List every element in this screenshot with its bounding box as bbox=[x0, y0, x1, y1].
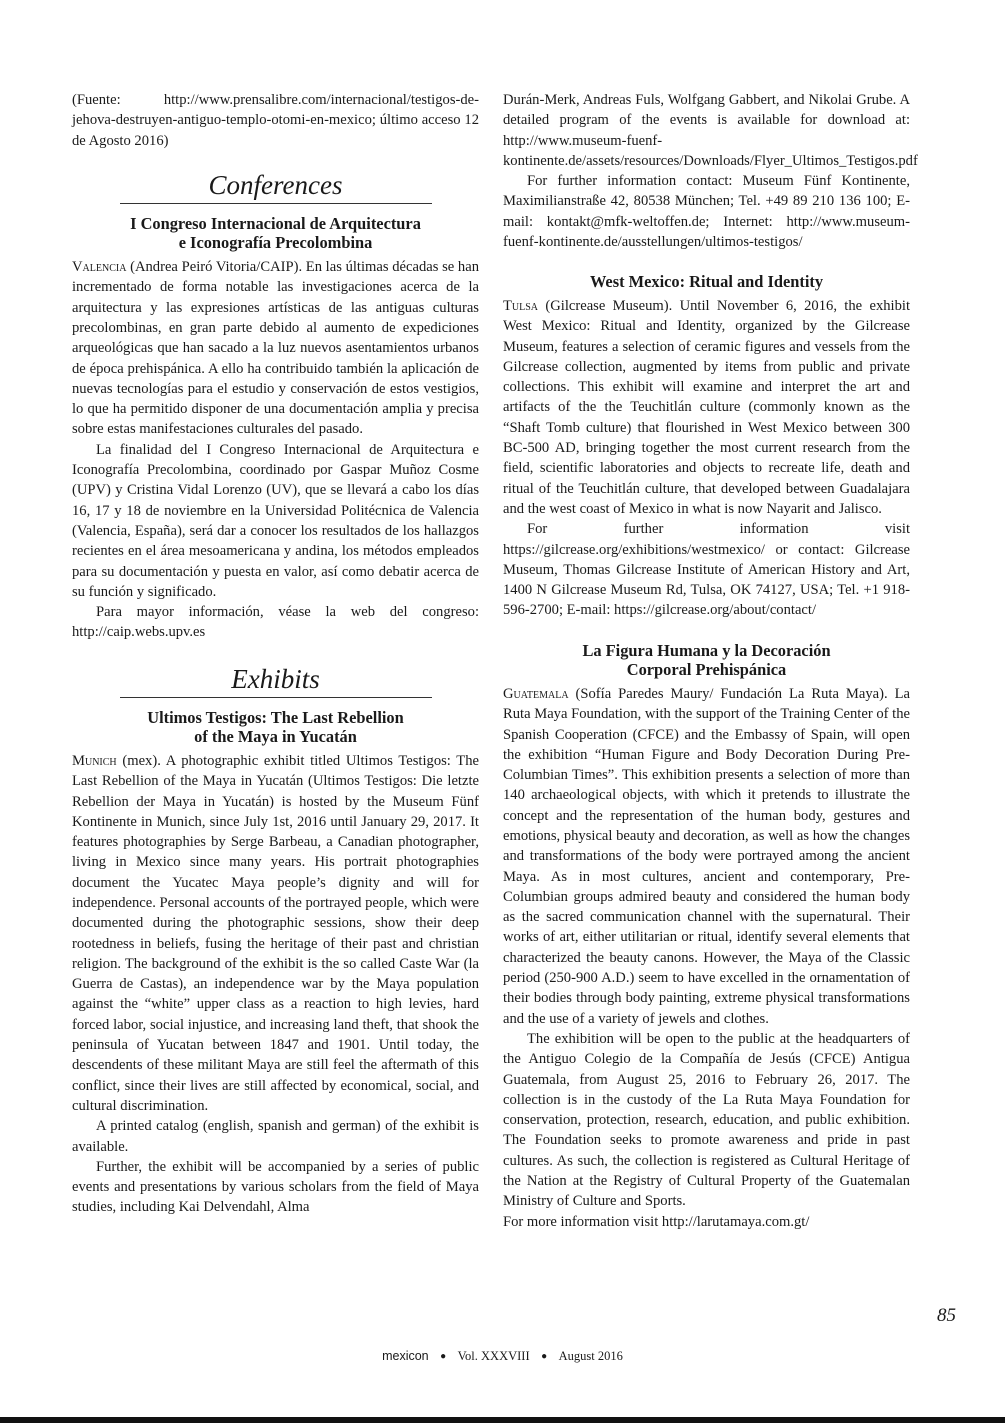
spacer bbox=[503, 252, 910, 272]
article-place: Valencia bbox=[72, 259, 127, 276]
article-title-line: e Iconografía Precolombina bbox=[178, 233, 373, 253]
article-paragraph: For more information visit http://larutamaya.com.gt/ bbox=[503, 1213, 810, 1230]
article-title-line: La Figura Humana y la Decoración bbox=[582, 640, 831, 660]
article-paragraph: The exhibition will be open to the public at the headquarters of the Antiguo Colegio de la Compañía de Jesús (CFCE) Antigua Guatemala, from August 25, 2016 to February 26, 2017. The collection is in the custody of the La Ruta Maya Foundation for conservation, protection, research, education, and public exhibition. The Foundation seeks to promote awareness and pride in past cultures. As such, the collection is registered as Cultural Heritage of the Nation at the Registry of Cultural Property of the Guatemalan Ministry of Culture and Sports. bbox=[503, 1030, 910, 1210]
article-title bbox=[72, 708, 479, 747]
article-title-line: Corporal Prehispánica bbox=[626, 660, 787, 680]
article-paragraph: La finalidad del I Congreso Internacional de Arquitectura e Iconografía Precolombina, coordinado por Gaspar Muñoz Cosme (UPV) y Cristina Vidal Lorenzo (UV), que se llevará a cabo los días 16, 17 y 18 de noviembre en la Universidad Politécnica de Valencia (Valencia, España), será dar a conocer los resultados de los hallazgos recientes en el área mesoamericana y andina, los métodos empleados para su documentación y puesta en valor, así como debatir acerca de su función y significado. bbox=[72, 441, 479, 600]
article-title-line: I Congreso Internacional de Arquitectura bbox=[130, 213, 421, 233]
article-place: Munich bbox=[72, 752, 117, 769]
conferences-heading: Conferences bbox=[208, 169, 343, 200]
ultimos-testigos-article bbox=[72, 708, 479, 1218]
section-divider bbox=[120, 697, 432, 698]
article-title-line: of the Maya in Yucatán bbox=[194, 727, 357, 747]
article-paragraph bbox=[503, 684, 910, 1029]
article-paragraph: Para mayor información, véase la web del congreso: http://caip.webs.upv.es bbox=[72, 604, 479, 641]
right-column bbox=[503, 90, 918, 1232]
article-paragraph bbox=[72, 257, 479, 440]
article-title bbox=[72, 214, 479, 253]
figura-humana-article bbox=[503, 641, 910, 1232]
article-text: (Sofía Paredes Maury/ Fundación La Ruta Maya). La Ruta Maya Foundation, with the support of the Training Center of the Spanish Cooperation (CFCE) and the Embassy of Spain, will open the exhibition “Human Figure and Body Decoration During Pre-Columbian Times”. This exhibition presents a selection of more than 140 archaeological objects, with which it pretends to illustrate the concept and the representation of the human body, gestures and emotions, physical beauty and decoration, as well as how the changes and transformations of the body were portrayed among the ancient Maya. As in most cultures, ancient and contemporary, Pre-Columbian groups admired beauty and considered the human body as the sacred communication channel with the supernatural. Their works of art, either utilitarian or ritual, identify several elements that characterized the beauty canons. However, the Maya of the Classic period (250-900 A.D.) seem to have excelled in the ornamentation of their bodies through body painting, extreme physical transformations and the use of a variety of jewels and clothes. bbox=[503, 685, 910, 1027]
footer-publication: mexicon bbox=[382, 1349, 429, 1363]
left-column bbox=[72, 90, 479, 1218]
scan-edge-bar bbox=[0, 1417, 1005, 1423]
page-number: 85 bbox=[937, 1305, 956, 1326]
article-text: (mex). A photographic exhibit titled Ultimos Testigos: The Last Rebellion of the Maya in Yucatán (Ultimos Testigos: Die letzte Rebellion der Maya in Yucatán) is hosted by the Museum Fünf Kontinente in Munich, since July 1st, 2016 until January 29, 2017. It features photographies by Serge Barbeau, a Canadian photographer, living in Mexico since many years. His portrait photographies document the Yucatec Maya people’s dignity and will for independence. Personal accounts of the portrayed people, which were documented during the photographic sessions, show their deep rootedness in beliefs, fusing the heritage of their past and christian religion. The background of the exhibit is the so called Caste War (la Guerra de Castas), an independence war by the Maya population against the “white” upper class as a reaction to high levies, hard forced labor, social injustice, and increasing land theft, that shook the peninsula of Yucatan between 1847 and 1901. Until today, the descendents of these militant Maya are still feel the aftermath of this conflict, since their lives are still affected by economical, social, and cultural discrimination. bbox=[72, 752, 479, 1114]
bullet-icon: ● bbox=[541, 1351, 548, 1363]
west-mexico-article bbox=[503, 272, 910, 620]
article-title: West Mexico: Ritual and Identity bbox=[589, 272, 824, 292]
article-text: (Gilcrease Museum). Until November 6, 2016, the exhibit West Mexico: Ritual and Identity, organized by the Gilcrease Museum, features a selection of ceramic figures and vessels from the Gilcrease collection, augmented by items from public and private collections. This exhibit will examine and interpret the art and artifacts of the the Teuchitlán culture (commonly known as the “Shaft Tomb culture) that flourished in West Mexico between 300 BC-500 AD, bringing together the most current research from the field, scientific laboratories and objects to recreate life, death and ritual of the Teuchitlán culture, that developed between Guadalajara and the west coast of Mexico in what is now Nayarit and Jalisco. bbox=[503, 297, 910, 517]
section-divider bbox=[120, 203, 432, 204]
page-footer bbox=[0, 1349, 1005, 1364]
bullet-icon: ● bbox=[440, 1351, 447, 1363]
article-place: Tulsa bbox=[503, 297, 539, 314]
article-paragraph: A printed catalog (english, spanish and german) of the exhibit is available. bbox=[72, 1118, 479, 1155]
article-paragraph: Durán-Merk, Andreas Fuls, Wolfgang Gabbert, and Nikolai Grube. A detailed program of the events is available for download at: http://www.museum-fuenf-kontinente.de/assets/resources/Downloads/Flyer_Ultimos_Testigos.pdf bbox=[503, 92, 918, 169]
article-paragraph bbox=[72, 751, 479, 1116]
article-title-line: Ultimos Testigos: The Last Rebellion bbox=[147, 707, 404, 727]
exhibits-heading: Exhibits bbox=[231, 663, 320, 694]
footer-volume: Vol. XXXVIII bbox=[457, 1349, 530, 1363]
spacer bbox=[503, 621, 910, 641]
article-place: Guatemala bbox=[503, 685, 569, 702]
article-paragraph bbox=[503, 296, 910, 519]
article-paragraph: Further, the exhibit will be accompanied by a series of public events and presentations by various scholars from the field of Maya studies, including Kai Delvendahl, Alma bbox=[72, 1158, 479, 1216]
article-paragraph: For further information visit https://gilcrease.org/exhibitions/westmexico/ or contact: Gilcrease Museum, Thomas Gilcrease Institute of American History and Art, 1400 N Gilcrease Museum Rd, Tulsa, OK 74127, USA; Tel. +1 918-596-2700; E-mail: https://gilcrease.org/about/contact/ bbox=[503, 521, 910, 619]
article-text: (Andrea Peiró Vitoria/CAIP). En las últimas décadas se han incrementado de forma notable las investigaciones acerca de la arquitectura y las expresiones artísticas de las antiguas culturas precolombinas, en gran parte debido al aumento de expediciones arqueológicas que han sacado a la luz nuevos asentamientos urbanos de época prehispánica. A ello ha contribuido también la aplicación de nuevas tecnologías para el estudio y conservación de estos vestigios, lo que ha permitido disponer de una documentación amplia y precisa sobre estas manifestaciones culturales del pasado. bbox=[72, 259, 479, 438]
article-title bbox=[503, 641, 910, 680]
congress-article bbox=[72, 214, 479, 643]
article-paragraph: For further information contact: Museum Fünf Kontinente, Maximilianstraße 42, 80538 München; Tel. +49 89 210 136 100; E-mail: kontakt@mfk-weltoffen.de; Internet: http://www.museum-fuenf-kontinente.de/ausstellungen/ultimos-testigos/ bbox=[503, 173, 910, 251]
source-note: (Fuente: http://www.prensalibre.com/internacional/testigos-de-jehova-destruyen-antiguo-templo-otomi-en-mexico; último acceso 12 de Agosto 2016) bbox=[72, 92, 479, 149]
footer-date: August 2016 bbox=[558, 1349, 623, 1363]
